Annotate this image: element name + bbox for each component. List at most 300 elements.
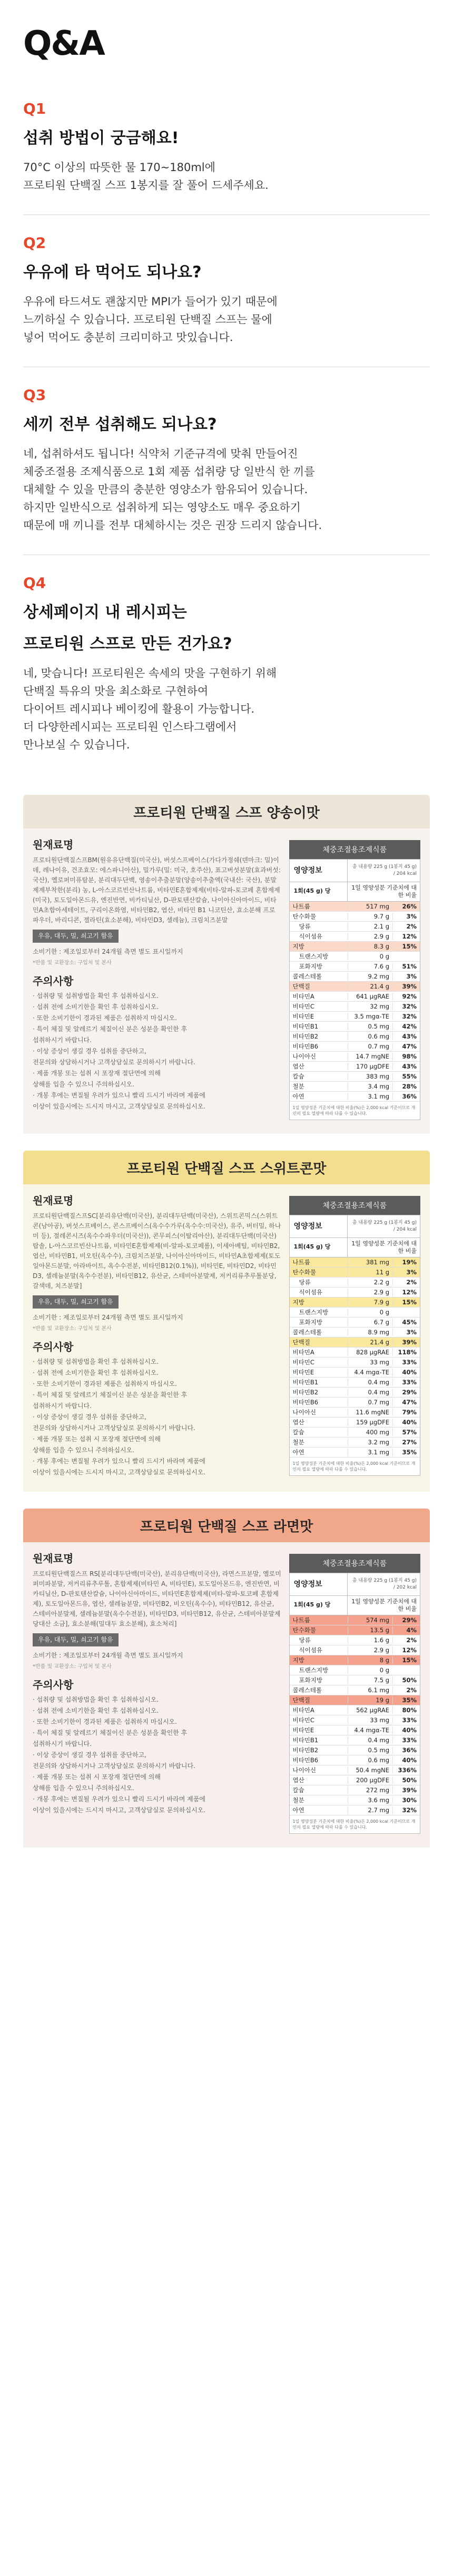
caution-item: · 개봉 후에는 변질될 우려가 있으니 빨리 드시기 바라며 제품에 xyxy=(33,1457,205,1465)
nutrition-row xyxy=(290,1357,420,1367)
qa-item xyxy=(23,88,430,214)
nutrient-amount: 8 g xyxy=(348,1656,392,1664)
nutrition-header: 체중조절용조제식품 xyxy=(289,1196,420,1215)
nutrition-table xyxy=(289,859,420,1120)
nutrient-amount: 33 mg xyxy=(348,1716,392,1724)
nutrition-panel xyxy=(289,1196,420,1478)
caution-item: · 이상 증상이 생길 경우 섭취를 중단하고, xyxy=(33,1047,146,1055)
nutrition-row xyxy=(290,1665,420,1675)
nutrient-name: 탄수화물 xyxy=(292,913,316,920)
product-title: 프로티원 단백질 스프 라면맛 xyxy=(23,1509,430,1542)
nutrient-percent: 36% xyxy=(392,1746,420,1754)
nutrient-amount: 574 mg xyxy=(348,1616,392,1624)
nutrient-name: 단백질 xyxy=(292,983,310,990)
nutrient-amount: 2.7 mg xyxy=(348,1806,392,1814)
nutrition-row xyxy=(290,982,420,992)
nutrient-percent: 2% xyxy=(392,1636,420,1644)
nutrient-name: 비타민A xyxy=(292,993,314,1000)
caution-item: · 특이 체질 및 알레르기 체질이신 분은 성분을 확인한 후 xyxy=(33,1391,188,1399)
nutrient-name: 비타민A xyxy=(292,1706,314,1714)
allergen-badge: 우유, 대두, 밀, 쇠고기 함유 xyxy=(33,1633,119,1646)
nutrient-name: 식이섬유 xyxy=(299,1646,322,1654)
nutrient-percent: 30% xyxy=(392,1796,420,1804)
nutrition-row xyxy=(290,1327,420,1337)
nutrient-percent: 2% xyxy=(392,923,420,930)
nutrition-row xyxy=(290,992,420,1002)
nutrient-amount: 0.5 mg xyxy=(348,1746,392,1754)
answer-line: 느끼하실 수 있습니다. 프로티원 단백질 스프는 물에 xyxy=(23,313,272,326)
caution-item: · 섭취 전에 소비기한을 확인 후 섭취하십시오. xyxy=(33,1003,159,1011)
nutrition-row xyxy=(290,962,420,972)
nutrient-percent: 92% xyxy=(392,993,420,1000)
caution-item: 이상이 있을시에는 드시지 마시고, 고객상담실로 문의하십시오. xyxy=(33,1103,206,1110)
caution-item: · 섭취 전에 소비기한을 확인 후 섭취하십시오. xyxy=(33,1707,159,1714)
nutrition-total: 총 내용량 225 g (1봉지 45 g) / 204 kcal xyxy=(352,864,417,876)
nutrient-percent: 32% xyxy=(392,1003,420,1010)
nutrient-name: 콜레스테롤 xyxy=(292,1329,322,1336)
nutrition-row xyxy=(290,1645,420,1655)
nutrient-name: 나이아신 xyxy=(292,1409,316,1416)
nutrient-percent: 27% xyxy=(392,1439,420,1446)
nutrition-row xyxy=(290,1695,420,1705)
question-title: 섭취 방법이 궁금해요! xyxy=(23,129,179,147)
nutrition-row xyxy=(290,1655,420,1665)
nutrient-amount: 7.9 g xyxy=(348,1299,392,1306)
nutrition-header: 체중조절용조제식품 xyxy=(289,840,420,859)
nutrition-top xyxy=(290,1215,420,1238)
nutrient-name: 당류 xyxy=(299,1636,311,1644)
nutrient-name: 철분 xyxy=(292,1083,304,1090)
nutrient-name: 칼슘 xyxy=(292,1429,304,1436)
nutrition-row xyxy=(290,1317,420,1327)
nutrient-amount: 0 g xyxy=(348,1309,392,1316)
answer-line: 때문에 매 끼니를 전부 대체하시는 것은 권장 드리지 않습니다. xyxy=(23,519,322,532)
nutrient-amount: 3.2 mg xyxy=(348,1439,392,1446)
nutrient-name: 나트륨 xyxy=(292,1259,310,1266)
nutrient-amount: 2.9 g xyxy=(348,1646,392,1654)
nutrient-percent: 55% xyxy=(392,1073,420,1080)
nutrient-percent: 50% xyxy=(392,1676,420,1684)
nutrient-percent: 12% xyxy=(392,1646,420,1654)
caution-heading: 주의사항 xyxy=(33,1679,74,1691)
caution-item: · 제품 개봉 또는 섭취 시 포장재 절단면에 의해 xyxy=(33,1773,161,1781)
ingredients-text: 프로티원단백질스프BM(원유유단백질(미국산), 버섯스프베이스(가다가정쉐(덴마크: 밀)이데, 레나이유, 건조효모: 에스파니아산), 밀가루(밀: 미국, 호주산), 표고버섯분말(효과버섯: 국산), 옐로퍼미퓨탐분, 분리대두단백, 영송이추출분말(양송이추출액(국내산: 국산), 분말제제부착한(분리) 농, L-아스코르빈산나트륨, 비타민E혼합제제(비타-알파-토코페 혼합제제(미국), 토도일아몬드유, 엔진반면, 비카티닐산, D-판토텐산칼슘, 나이아신아마이드, 비타민A초합아세테이트, 구리이온화염, 비타민B2, 엽산, 비타민 B1 니코틴산, 효소분해 프로 파우더, 바리디콘, 젤라틴(효소분해), 비타민D3, 셀레늄), 크림치즈분말 xyxy=(33,856,281,924)
nutrition-subheader xyxy=(290,882,420,902)
nutrition-row xyxy=(290,1032,420,1042)
caution-item: · 또한 소비기한이 경과된 제품은 섭취하지 마십시오. xyxy=(33,1718,177,1725)
nutrition-row xyxy=(290,1072,420,1082)
nutrient-percent: 3% xyxy=(392,913,420,920)
daily-value-label: 1일 영양성분 기준치에 대한 비율 xyxy=(351,884,417,898)
nutrient-amount: 19 g xyxy=(348,1696,392,1704)
nutrient-name: 비타민B1 xyxy=(292,1736,319,1744)
nutrition-row xyxy=(290,1805,420,1815)
nutrient-percent: 47% xyxy=(392,1399,420,1406)
nutrition-row xyxy=(290,1735,420,1745)
nutrient-percent: 45% xyxy=(392,1319,420,1326)
caution-item: · 특이 체질 및 알레르기 체질이신 분은 성분을 확인한 후 xyxy=(33,1025,188,1033)
nutrition-row xyxy=(290,902,420,912)
nutrient-percent: 15% xyxy=(392,1299,420,1306)
nutrient-amount: 0.4 mg xyxy=(348,1736,392,1744)
nutrient-percent: 98% xyxy=(392,1053,420,1060)
nutrient-name: 포화지방 xyxy=(299,963,322,970)
nutrient-amount: 381 mg xyxy=(348,1259,392,1266)
nutrient-name: 지방 xyxy=(292,1299,304,1306)
question-number: Q2 xyxy=(23,234,46,252)
nutrient-name: 탄수화물 xyxy=(292,1269,316,1276)
question-title-line2: 프로티원 스프로 만든 건가요? xyxy=(23,635,232,653)
storage-note: *반품 및 교환장소: 구입처 및 본사 xyxy=(33,960,112,966)
nutrient-name: 콜레스테롤 xyxy=(292,1686,322,1694)
caution-item: · 또한 소비기한이 경과된 제품은 섭취하지 마십시오. xyxy=(33,1014,177,1022)
answer-text xyxy=(23,445,430,534)
nutrition-label: 영양정보 xyxy=(290,1573,348,1595)
question-title: 세끼 전부 섭취해도 되나요? xyxy=(23,415,217,434)
nutrient-amount: 33 mg xyxy=(348,1359,392,1366)
nutrient-percent: 79% xyxy=(392,1409,420,1416)
nutrition-row xyxy=(290,922,420,932)
caution-item: · 이상 증상이 생길 경우 섭취를 중단하고, xyxy=(33,1751,146,1759)
nutrient-percent: 33% xyxy=(392,1359,420,1366)
nutrient-amount: 0.5 mg xyxy=(348,1023,392,1030)
nutrient-name: 아연 xyxy=(292,1806,304,1814)
nutrient-name: 지방 xyxy=(292,1656,304,1664)
nutrition-row xyxy=(290,1417,420,1427)
answer-line: 더 다양한레시피는 프로티원 인스타그램에서 xyxy=(23,721,237,733)
nutrient-percent: 50% xyxy=(392,1776,420,1784)
nutrient-name: 철분 xyxy=(292,1796,304,1804)
nutrition-row xyxy=(290,1387,420,1397)
nutrient-percent: 12% xyxy=(392,1289,420,1296)
serving-size: 1회(45 g) 당 xyxy=(290,882,348,901)
caution-heading: 주의사항 xyxy=(33,1341,74,1353)
nutrient-amount: 2.2 g xyxy=(348,1279,392,1286)
product-card xyxy=(23,1509,430,1848)
nutrition-row xyxy=(290,1082,420,1092)
nutrient-name: 비타민C xyxy=(292,1359,314,1366)
nutrition-row xyxy=(290,1337,420,1347)
nutrition-row xyxy=(290,1715,420,1725)
nutrition-top xyxy=(290,1573,420,1596)
nutrition-row xyxy=(290,1062,420,1072)
nutrient-name: 당류 xyxy=(299,1279,311,1286)
nutrition-row xyxy=(290,1092,420,1102)
nutrient-amount: 170 μgDFE xyxy=(348,1063,392,1070)
nutrition-row xyxy=(290,1052,420,1062)
nutrient-amount: 0.6 mg xyxy=(348,1033,392,1040)
nutrient-amount: 7.5 g xyxy=(348,1676,392,1684)
caution-item: 전문의와 상담하시거나 고객상담실로 문의하시기 바랍니다. xyxy=(33,1059,195,1066)
nutrient-name: 비타민E xyxy=(292,1369,314,1376)
nutrient-amount: 3.6 mg xyxy=(348,1796,392,1804)
nutrient-amount: 2.9 g xyxy=(348,933,392,940)
nutrient-amount: 828 μgRAE xyxy=(348,1349,392,1356)
nutrient-amount: 517 mg xyxy=(348,903,392,910)
caution-item: · 특이 체질 및 알레르기 체질이신 분은 성분을 확인한 후 xyxy=(33,1729,188,1736)
nutrient-amount: 562 μgRAE xyxy=(348,1706,392,1714)
nutrition-row xyxy=(290,1795,420,1805)
allergen-badge: 우유, 대두, 밀, 쇠고기 함유 xyxy=(33,930,119,943)
nutrient-amount: 6.7 g xyxy=(348,1319,392,1326)
qa-list xyxy=(0,88,453,774)
product-info xyxy=(33,1554,282,1834)
product-card xyxy=(23,1151,430,1492)
nutrition-row xyxy=(290,1287,420,1297)
nutrient-amount: 3.1 mg xyxy=(348,1449,392,1456)
product-body xyxy=(23,1184,430,1492)
nutrient-percent: 43% xyxy=(392,1063,420,1070)
allergen-badge: 우유, 대두, 밀, 쇠고기 함유 xyxy=(33,1295,119,1309)
nutrition-total: 총 내용량 225 g (1봉지 45 g) / 202 kcal xyxy=(352,1578,417,1590)
qa-item xyxy=(23,214,430,366)
product-info xyxy=(33,840,282,1120)
answer-line: 우유에 타드셔도 괜찮지만 MPI가 들어가 있기 때문에 xyxy=(23,295,278,308)
nutrient-amount: 2.9 g xyxy=(348,1289,392,1296)
nutrient-name: 단백질 xyxy=(292,1696,310,1704)
caution-item: · 개봉 후에는 변질될 우려가 있으니 빨리 드시기 바라며 제품에 xyxy=(33,1795,205,1803)
answer-line: 만나보실 수 있습니다. xyxy=(23,738,130,751)
product-card xyxy=(23,795,430,1134)
caution-item: 상해를 입을 수 있으니 주의하십시오. xyxy=(33,1081,134,1088)
nutrient-percent: 33% xyxy=(392,1716,420,1724)
nutrient-amount: 6.1 mg xyxy=(348,1686,392,1694)
nutrition-row xyxy=(290,1615,420,1625)
nutrient-amount: 0.4 mg xyxy=(348,1379,392,1386)
nutrient-amount: 11.6 mgNE xyxy=(348,1409,392,1416)
caution-item: · 개봉 후에는 변질될 우려가 있으니 빨리 드시기 바라며 제품에 xyxy=(33,1092,205,1099)
ingredients-heading: 원재료명 xyxy=(33,1552,74,1565)
product-body xyxy=(23,828,430,1134)
nutrition-footnote: 1일 영양성분 기준치에 대한 비율(%)은 2,000 kcal 기준이므로 개인의 필요 열량에 따라 다를 수 있습니다. xyxy=(292,1461,416,1472)
nutrient-percent: 80% xyxy=(392,1706,420,1714)
nutrient-percent: 12% xyxy=(392,933,420,940)
nutrient-amount: 8.9 mg xyxy=(348,1329,392,1336)
nutrition-row xyxy=(290,972,420,982)
nutrient-amount: 11 g xyxy=(348,1269,392,1276)
nutrient-name: 엽산 xyxy=(292,1063,304,1070)
nutrition-row xyxy=(290,932,420,942)
nutrient-amount: 272 mg xyxy=(348,1786,392,1794)
nutrient-name: 비타민B2 xyxy=(292,1746,319,1754)
answer-line: 체중조절용 조제식품으로 1회 제품 섭취량 당 일반식 한 끼를 xyxy=(23,465,315,478)
product-title: 프로티원 단백질 스프 양송이맛 xyxy=(23,795,430,828)
caution-list xyxy=(33,1694,282,1816)
nutrition-row xyxy=(290,1785,420,1795)
nutrition-subheader xyxy=(290,1238,420,1257)
nutrition-row xyxy=(290,1675,420,1685)
storage-text: 소비기한 : 제조일로부터 24개월 측면 별도 표시일까지 xyxy=(33,1314,183,1321)
caution-item: · 또한 소비기한이 경과된 제품은 섭취하지 마십시오. xyxy=(33,1380,177,1387)
ingredients-text: 프로티원단백질스프SC[분리유단백(미국산), 분리대두단백(미국산), 스위트콘믹스(스위트콘(남아공), 버섯스프베이스, 콘스프베이스(옥수수가루(옥수수:미국산), 유주, 버터밀, 하나미 등), 절레콘시즈(옥수수파우더(미국산)), 콘무피스(이탈리아산), 분리대두단백(미국산)탑솔, L-아스코르빈산나트륨, 비타민E혼합제제(비-알파-토코페롤), 이세아베틸, 비타민B2, 엽산, 비타민B1, 비오틴(옥수수), 크림치즈분말, 나이아신아마이드, 비타민A초합제제(토도일아몬드분말, 아라바이트, 옥수수전분, 비타민B12(0.1%)), 비타민E, 비타민D2, 비타민D3, 셀레늄분말(옥수수전분), 비타민B12, 유산균, 스테비아분말제, 저커리류추루톨분당, 갈색데, 치즈분말] xyxy=(33,1212,281,1290)
nutrient-percent: 4% xyxy=(392,1626,420,1634)
nutrition-row xyxy=(290,1447,420,1457)
caution-item: 이상이 있을시에는 드시지 마시고, 고객상담실로 문의하십시오. xyxy=(33,1806,206,1814)
nutrition-row xyxy=(290,1765,420,1775)
nutrient-percent: 42% xyxy=(392,1023,420,1030)
question-title: 상세페이지 내 레시피는 xyxy=(23,603,187,622)
nutrient-name: 엽산 xyxy=(292,1419,304,1426)
nutrition-panel xyxy=(289,840,420,1120)
nutrient-name: 식이섬유 xyxy=(299,933,322,940)
nutrient-name: 식이섬유 xyxy=(299,1289,322,1296)
nutrient-amount: 7.6 g xyxy=(348,963,392,970)
question-number: Q4 xyxy=(23,574,46,592)
nutrition-row xyxy=(290,1775,420,1785)
nutrient-name: 아연 xyxy=(292,1449,304,1456)
nutrient-percent: 2% xyxy=(392,1279,420,1286)
nutrient-amount: 159 μgDFE xyxy=(348,1419,392,1426)
nutrition-total: 총 내용량 225 g (1봉지 45 g) / 204 kcal xyxy=(352,1220,417,1232)
nutrient-name: 비타민C xyxy=(292,1716,314,1724)
nutrient-amount: 9.2 mg xyxy=(348,973,392,980)
nutrient-percent: 43% xyxy=(392,1033,420,1040)
caution-item: · 제품 개봉 또는 섭취 시 포장재 절단면에 의해 xyxy=(33,1070,161,1077)
nutrient-name: 단백질 xyxy=(292,1339,310,1346)
caution-list xyxy=(33,1356,282,1478)
nutrient-name: 비타민B2 xyxy=(292,1389,319,1396)
nutrient-percent: 29% xyxy=(392,1616,420,1624)
nutrient-amount: 0 g xyxy=(348,953,392,960)
nutrient-percent: 33% xyxy=(392,1736,420,1744)
nutrient-percent: 33% xyxy=(392,1379,420,1386)
answer-line: 프로티원 단백질 스프 1봉지를 잘 풀어 드세주세요. xyxy=(23,179,269,192)
nutrition-row xyxy=(290,1745,420,1755)
serving-size: 1회(45 g) 당 xyxy=(290,1238,348,1257)
nutrient-name: 아연 xyxy=(292,1093,304,1100)
caution-item: · 섭취량 및 섭취방법을 확인 후 섭취하십시오. xyxy=(33,992,159,1000)
nutrient-percent: 29% xyxy=(392,1389,420,1396)
nutrient-percent: 35% xyxy=(392,1696,420,1704)
storage-note: *반품 및 교환장소: 구입처 및 본사 xyxy=(33,1664,112,1670)
nutrition-row xyxy=(290,1705,420,1715)
nutrient-name: 나이아신 xyxy=(292,1053,316,1060)
nutrient-amount: 0.4 mg xyxy=(348,1389,392,1396)
nutrient-percent: 47% xyxy=(392,1043,420,1050)
nutrient-percent: 336% xyxy=(392,1766,420,1774)
caution-item: 상해를 입을 수 있으니 주의하십시오. xyxy=(33,1446,134,1454)
nutrient-amount: 2.1 g xyxy=(348,923,392,930)
caution-item: · 섭취량 및 섭취방법을 확인 후 섭취하십시오. xyxy=(33,1696,159,1703)
product-title: 프로티원 단백질 스프 스위트콘맛 xyxy=(23,1151,430,1184)
nutrient-name: 트랜스지방 xyxy=(299,1666,329,1674)
nutrition-row xyxy=(290,1267,420,1277)
answer-line: 네, 맞습니다! 프로티원은 속세의 맛을 구현하기 위해 xyxy=(23,667,277,680)
qa-item xyxy=(23,366,430,554)
nutrient-name: 칼슘 xyxy=(292,1073,304,1080)
answer-line: 넣어 먹어도 충분히 크리미하고 맛있습니다. xyxy=(23,331,233,344)
nutrient-percent: 118% xyxy=(392,1349,420,1356)
nutrient-percent: 3% xyxy=(392,1329,420,1336)
nutrient-percent: 3% xyxy=(392,973,420,980)
serving-size: 1회(45 g) 당 xyxy=(290,1596,348,1615)
question-number: Q3 xyxy=(23,386,46,404)
nutrient-amount: 4.4 mgα-TE xyxy=(348,1726,392,1734)
nutrient-name: 비타민E xyxy=(292,1013,314,1020)
nutrient-name: 비타민B6 xyxy=(292,1043,319,1050)
answer-line: 다이어트 레시피나 베이킹에 활용이 가능합니다. xyxy=(23,703,255,715)
nutrient-amount: 1.6 g xyxy=(348,1636,392,1644)
product-info xyxy=(33,1196,282,1478)
nutrient-name: 포화지방 xyxy=(299,1319,322,1326)
caution-item: 섭취하시기 바랍니다. xyxy=(33,1036,92,1044)
nutrition-row xyxy=(290,912,420,922)
answer-text xyxy=(23,158,430,194)
nutrient-name: 트랜스지방 xyxy=(299,953,329,960)
nutrition-row xyxy=(290,1407,420,1417)
nutrient-name: 비타민B1 xyxy=(292,1023,319,1030)
nutrient-amount: 400 mg xyxy=(348,1429,392,1436)
nutrition-row xyxy=(290,1307,420,1317)
nutrient-percent: 40% xyxy=(392,1756,420,1764)
nutrient-percent: 28% xyxy=(392,1083,420,1090)
nutrient-amount: 14.7 mgNE xyxy=(348,1053,392,1060)
nutrition-footnote: 1일 영양성분 기준치에 대한 비율(%)은 2,000 kcal 기준이므로 개인의 필요 열량에 따라 다를 수 있습니다. xyxy=(292,1819,416,1830)
nutrition-row xyxy=(290,1277,420,1287)
nutrition-row xyxy=(290,1427,420,1437)
answer-line: 대체할 수 있을 만큼의 충분한 영양소가 함유되어 있습니다. xyxy=(23,483,308,496)
nutrient-amount: 0.6 mg xyxy=(348,1756,392,1764)
caution-item: · 섭취량 및 섭취방법을 확인 후 섭취하십시오. xyxy=(33,1358,159,1365)
nutrition-row xyxy=(290,1635,420,1645)
nutrient-percent: 40% xyxy=(392,1726,420,1734)
nutrient-name: 비타민E xyxy=(292,1726,314,1734)
nutrient-percent: 39% xyxy=(392,1786,420,1794)
nutrient-amount: 383 mg xyxy=(348,1073,392,1080)
caution-item: 상해를 입을 수 있으니 주의하십시오. xyxy=(33,1784,134,1792)
nutrient-amount: 3.5 mgα-TE xyxy=(348,1013,392,1020)
nutrient-name: 칼슘 xyxy=(292,1786,304,1794)
nutrient-name: 지방 xyxy=(292,943,304,950)
nutrient-percent: 19% xyxy=(392,1259,420,1266)
nutrient-percent: 40% xyxy=(392,1369,420,1376)
nutrition-row xyxy=(290,1367,420,1377)
nutrient-amount: 200 μgDFE xyxy=(348,1776,392,1784)
nutrient-amount: 641 μgRAE xyxy=(348,993,392,1000)
nutrient-name: 엽산 xyxy=(292,1776,304,1784)
nutrition-top xyxy=(290,860,420,882)
nutrition-table xyxy=(289,1215,420,1476)
storage-note: *반품 및 교환장소: 구입처 및 본사 xyxy=(33,1326,112,1332)
nutrient-amount: 50.4 mgNE xyxy=(348,1766,392,1774)
nutrient-amount: 0 g xyxy=(348,1666,392,1674)
answer-line: 하지만 일반식으로 섭취하게 되는 영양소도 매우 중요하기 xyxy=(23,501,301,514)
nutrient-name: 비타민B1 xyxy=(292,1379,319,1386)
caution-heading: 주의사항 xyxy=(33,975,74,987)
caution-item: · 이상 증상이 생길 경우 섭취를 중단하고, xyxy=(33,1413,146,1421)
nutrient-amount: 21.4 g xyxy=(348,983,392,990)
nutrition-row xyxy=(290,1685,420,1695)
nutrient-name: 나트륨 xyxy=(292,1616,310,1624)
nutrient-amount: 32 mg xyxy=(348,1003,392,1010)
nutrient-percent: 32% xyxy=(392,1013,420,1020)
nutrition-row xyxy=(290,1042,420,1052)
nutrient-name: 비타민B6 xyxy=(292,1399,319,1406)
answer-text xyxy=(23,664,430,754)
nutrition-row xyxy=(290,1297,420,1307)
nutrition-row xyxy=(290,1397,420,1407)
caution-item: 이상이 있을시에는 드시지 마시고, 고객상담실로 문의하십시오. xyxy=(33,1469,206,1476)
caution-item: 섭취하시기 바랍니다. xyxy=(33,1740,92,1748)
nutrient-percent: 15% xyxy=(392,1656,420,1664)
caution-item: 섭취하시기 바랍니다. xyxy=(33,1402,92,1410)
nutrient-name: 비타민B2 xyxy=(292,1033,319,1040)
daily-value-label: 1일 영양성분 기준치에 대한 비율 xyxy=(351,1598,417,1612)
ingredients-text: 프로티원단백질스프 RS[분리대두단백(미국산), 분리유단백(미국산), 라면스프분말, 옐로미퍼미파분말, 저커리류추루톨, 혼합제제(비타민 A, 비타민E), 토도일아몬드유, 엔진반면, 비카티닐산, D-판토텐산칼슘, 나이아신아마이드, 비타민E혼합제제(비타-알파-토코페 혼합제제), 토도일아몬드유, 엽산, 셀레늄분말, 비타민B2, 비오틴(옥수수), 비타민B12, 유산균, 스테비아분말제, 셀레늄분말(옥수수전분), 비타민D3, 비타민B12, 유산균, 스테비아분말제 당대산 소금], 효소분해(밀대두 효소분해), 효소처리] xyxy=(33,1570,281,1628)
nutrient-percent: 40% xyxy=(392,1419,420,1426)
qa-logo-text: Q&A xyxy=(23,24,104,63)
nutrition-subheader xyxy=(290,1596,420,1615)
